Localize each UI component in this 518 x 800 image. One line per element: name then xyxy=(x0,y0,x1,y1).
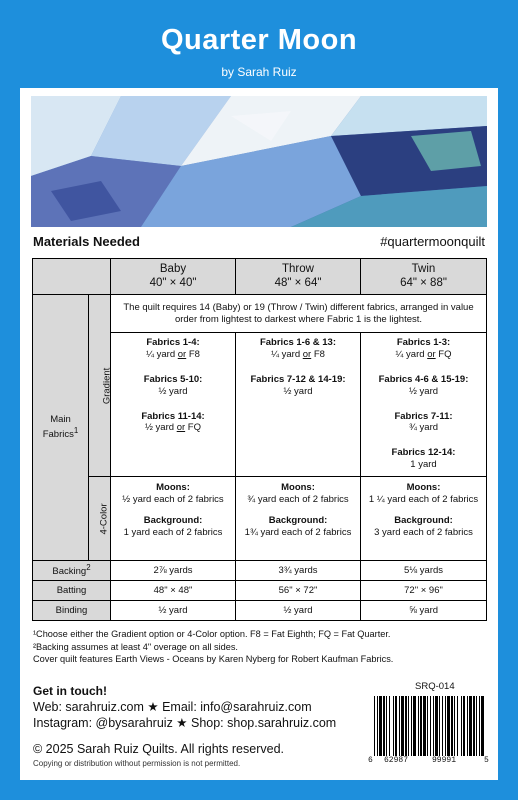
fabric-amount: ¼ yard xyxy=(146,348,176,360)
size-dims: 40" × 40" xyxy=(149,276,197,289)
pattern-card xyxy=(20,88,498,780)
contact-line-web[interactable]: Web: sarahruiz.com ★ Email: info@sarahruiz.com xyxy=(33,700,312,714)
four-color-throw xyxy=(236,477,361,561)
barcode-bar xyxy=(383,696,385,756)
barcode-bar xyxy=(411,696,412,756)
barcode-bar xyxy=(401,696,404,756)
barcode-bar xyxy=(379,696,382,756)
size-header-twin xyxy=(361,259,487,295)
quilt-photo xyxy=(31,96,487,227)
fabric-amount: ½ yard xyxy=(158,385,188,397)
batting-row xyxy=(33,581,487,601)
moons-label: Moons: xyxy=(281,482,315,493)
barcode-bar xyxy=(430,696,431,756)
barcode-bar xyxy=(433,696,434,756)
fabric-group xyxy=(365,374,482,398)
four-color-twin xyxy=(361,477,487,561)
gradient-label-text: Gradient xyxy=(101,367,113,404)
main-label: Main xyxy=(50,414,71,426)
barcode-bar xyxy=(445,696,446,756)
designer-byline: by Sarah Ruiz xyxy=(221,65,297,79)
or-text: or xyxy=(427,348,436,360)
fabric-range: Fabrics 7-12 & 14-19: xyxy=(250,373,346,385)
backing-throw: 3¾ yards xyxy=(236,561,361,581)
backing-row xyxy=(33,561,487,581)
fabric-range: Fabrics 4-6 & 15-19: xyxy=(378,373,469,385)
barcode-bar xyxy=(439,696,440,756)
four-color-label-text: 4-Color xyxy=(98,502,110,535)
footnote-marker: 1 xyxy=(73,425,79,435)
four-color-row xyxy=(33,477,487,561)
binding-throw: ½ yard xyxy=(236,601,361,621)
or-text: or xyxy=(302,348,312,360)
barcode-bar xyxy=(413,696,416,756)
barcode-bar xyxy=(393,696,394,756)
gradient-baby xyxy=(111,333,236,477)
backing-twin: 5⅛ yards xyxy=(361,561,487,581)
fabric-group xyxy=(365,411,482,435)
four-color-label xyxy=(89,477,111,561)
fabric-group xyxy=(115,411,231,435)
footnote: ²Backing assumes at least 4" overage on all sides. xyxy=(33,641,238,652)
contact-line-social[interactable]: Instagram: @bysarahruiz ★ Shop: shop.sarahruiz.com xyxy=(33,716,337,730)
binding-baby: ½ yard xyxy=(111,601,236,621)
fabric-range: Fabrics 11-14: xyxy=(141,410,205,422)
fabric-alt: FQ xyxy=(187,422,201,434)
backing-label xyxy=(33,561,111,581)
fabric-range: Fabrics 12-14: xyxy=(391,447,456,459)
backing-baby: 2⅞ yards xyxy=(111,561,236,581)
fabric-amount: ¼ yard xyxy=(395,348,425,360)
barcode-bar xyxy=(469,696,472,756)
barcode-bar xyxy=(399,696,400,756)
moons-block xyxy=(365,482,482,506)
background-amount: 3 yard each of 2 fabrics xyxy=(374,526,473,538)
barcode-digit: 5 xyxy=(484,756,489,765)
barcode-bar xyxy=(405,696,407,756)
background-label: Background: xyxy=(394,514,453,526)
barcode-bar xyxy=(389,696,390,756)
barcode-bar xyxy=(467,696,468,756)
background-block xyxy=(115,515,231,539)
fabric-range: Fabrics 1-6 & 13: xyxy=(259,337,337,348)
size-name: Twin xyxy=(411,262,436,275)
hashtag: #quartermoonquilt xyxy=(380,234,485,249)
background-label: Background: xyxy=(268,514,328,526)
barcode-bar xyxy=(447,696,450,756)
binding-row xyxy=(33,601,487,621)
size-dims: 64" × 88" xyxy=(400,276,447,289)
fabric-amount: ½ yard xyxy=(145,422,175,434)
materials-heading: Materials Needed xyxy=(33,234,140,249)
fabric-amount: ½ yard xyxy=(408,385,439,397)
background-amount: 1¾ yard each of 2 fabrics xyxy=(244,526,352,538)
binding-twin: ⅝ yard xyxy=(361,601,487,621)
barcode-bar xyxy=(463,696,465,756)
fabric-group xyxy=(240,337,356,361)
barcode-bar xyxy=(454,696,455,756)
fabric-alt: FQ xyxy=(438,348,452,360)
batting-twin: 72" × 96" xyxy=(361,581,487,601)
fabric-amount: ½ yard xyxy=(283,385,313,397)
gradient-label xyxy=(89,295,111,477)
fabric-group xyxy=(115,374,231,398)
fabric-range: Fabrics 5-10: xyxy=(143,373,203,385)
size-dims: 48" × 64" xyxy=(274,276,322,289)
gradient-throw xyxy=(236,333,361,477)
fabric-group xyxy=(365,447,482,471)
fabric-group xyxy=(115,337,231,361)
copyright: © 2025 Sarah Ruiz Quilts. All rights reserved. xyxy=(33,742,284,756)
barcode-digit: 6 xyxy=(368,756,373,765)
barcode-bar xyxy=(420,696,422,756)
batting-baby: 48" × 48" xyxy=(111,581,236,601)
batting-label: Batting xyxy=(33,581,111,601)
barcode-bar xyxy=(423,696,426,756)
fabric-range: Fabrics 7-11: xyxy=(394,410,453,422)
barcode-bar xyxy=(457,696,458,756)
barcode-bar xyxy=(476,696,477,756)
or-text: or xyxy=(176,422,186,434)
contact-heading: Get in touch! xyxy=(33,684,107,698)
fabrics-label: Fabrics xyxy=(42,429,74,441)
binding-label: Binding xyxy=(33,601,111,621)
pattern-title: Quarter Moon xyxy=(160,24,358,56)
moons-block xyxy=(115,482,231,506)
fabric-amount: 1 yard xyxy=(410,459,437,471)
or-text: or xyxy=(177,348,187,360)
barcode-bar xyxy=(374,696,375,756)
size-header-baby xyxy=(111,259,236,295)
batting-throw: 56" × 72" xyxy=(236,581,361,601)
barcode-bar xyxy=(418,696,419,756)
footnote-marker: 2 xyxy=(86,562,91,572)
moons-amount: ¾ yard each of 2 fabrics xyxy=(247,493,349,505)
fabric-group xyxy=(365,337,482,361)
size-name: Baby xyxy=(159,262,187,275)
barcode-bar xyxy=(442,696,443,756)
backing-label-text: Backing xyxy=(52,566,87,578)
moons-block xyxy=(240,482,356,506)
gradient-twin xyxy=(361,333,487,477)
fabric-amount: ¾ yard xyxy=(408,422,439,434)
moons-label: Moons: xyxy=(406,482,441,493)
barcode-bar xyxy=(408,696,409,756)
materials-table xyxy=(32,258,487,621)
barcode-digit: 99991 xyxy=(432,756,457,765)
sku-code: SRQ-014 xyxy=(415,681,455,692)
barcode-bar xyxy=(479,696,480,756)
footnote: Cover quilt features Earth Views - Oceans by Karen Nyberg for Robert Kaufman Fabrics. xyxy=(33,654,394,664)
background-block xyxy=(240,515,356,539)
barcode-bar xyxy=(473,696,475,756)
barcode-bar xyxy=(395,696,397,756)
background-amount: 1 yard each of 2 fabrics xyxy=(123,526,223,538)
barcode-bar xyxy=(461,696,462,756)
footnote: ¹Choose either the Gradient option or 4-Color option. F8 = Fat Eighth; FQ = Fat Quarter. xyxy=(33,629,391,639)
size-name: Throw xyxy=(282,262,314,275)
gradient-intro-row xyxy=(33,295,487,333)
header-corner xyxy=(33,259,111,295)
fabric-amount: ¼ yard xyxy=(271,348,301,360)
fabric-range: Fabrics 1-4: xyxy=(146,337,200,348)
fabric-group xyxy=(240,374,356,398)
barcode-bar xyxy=(427,696,428,756)
fabric-range: Fabrics 1-3: xyxy=(396,337,451,348)
background-label: Background: xyxy=(143,514,203,526)
barcode-digit: 62987 xyxy=(384,756,409,765)
barcode-bar xyxy=(377,696,378,756)
main-fabrics-label xyxy=(33,295,89,561)
moons-amount: 1 ¼ yard each of 2 fabrics xyxy=(368,493,479,505)
table-header-row xyxy=(33,259,487,295)
barcode-bar xyxy=(435,696,438,756)
barcode-graphic xyxy=(372,696,488,756)
footnotes xyxy=(33,628,393,666)
size-header-throw xyxy=(236,259,361,295)
gradient-intro: The quilt requires 14 (Baby) or 19 (Throw / Twin) different fabrics, arranged in value order from lightest to darkest where Fabric 1 is the lightest. xyxy=(111,295,487,333)
barcode-bar xyxy=(386,696,387,756)
barcode-bar xyxy=(481,696,484,756)
fabric-alt: F8 xyxy=(313,348,325,360)
moons-amount: ½ yard each of 2 fabrics xyxy=(122,493,224,505)
copyright-note: Copying or distribution without permission is not permitted. xyxy=(33,759,241,768)
barcode-bar xyxy=(451,696,453,756)
four-color-baby xyxy=(111,477,236,561)
moons-label: Moons: xyxy=(156,482,190,493)
fabric-alt: F8 xyxy=(188,348,200,360)
background-block xyxy=(365,515,482,539)
